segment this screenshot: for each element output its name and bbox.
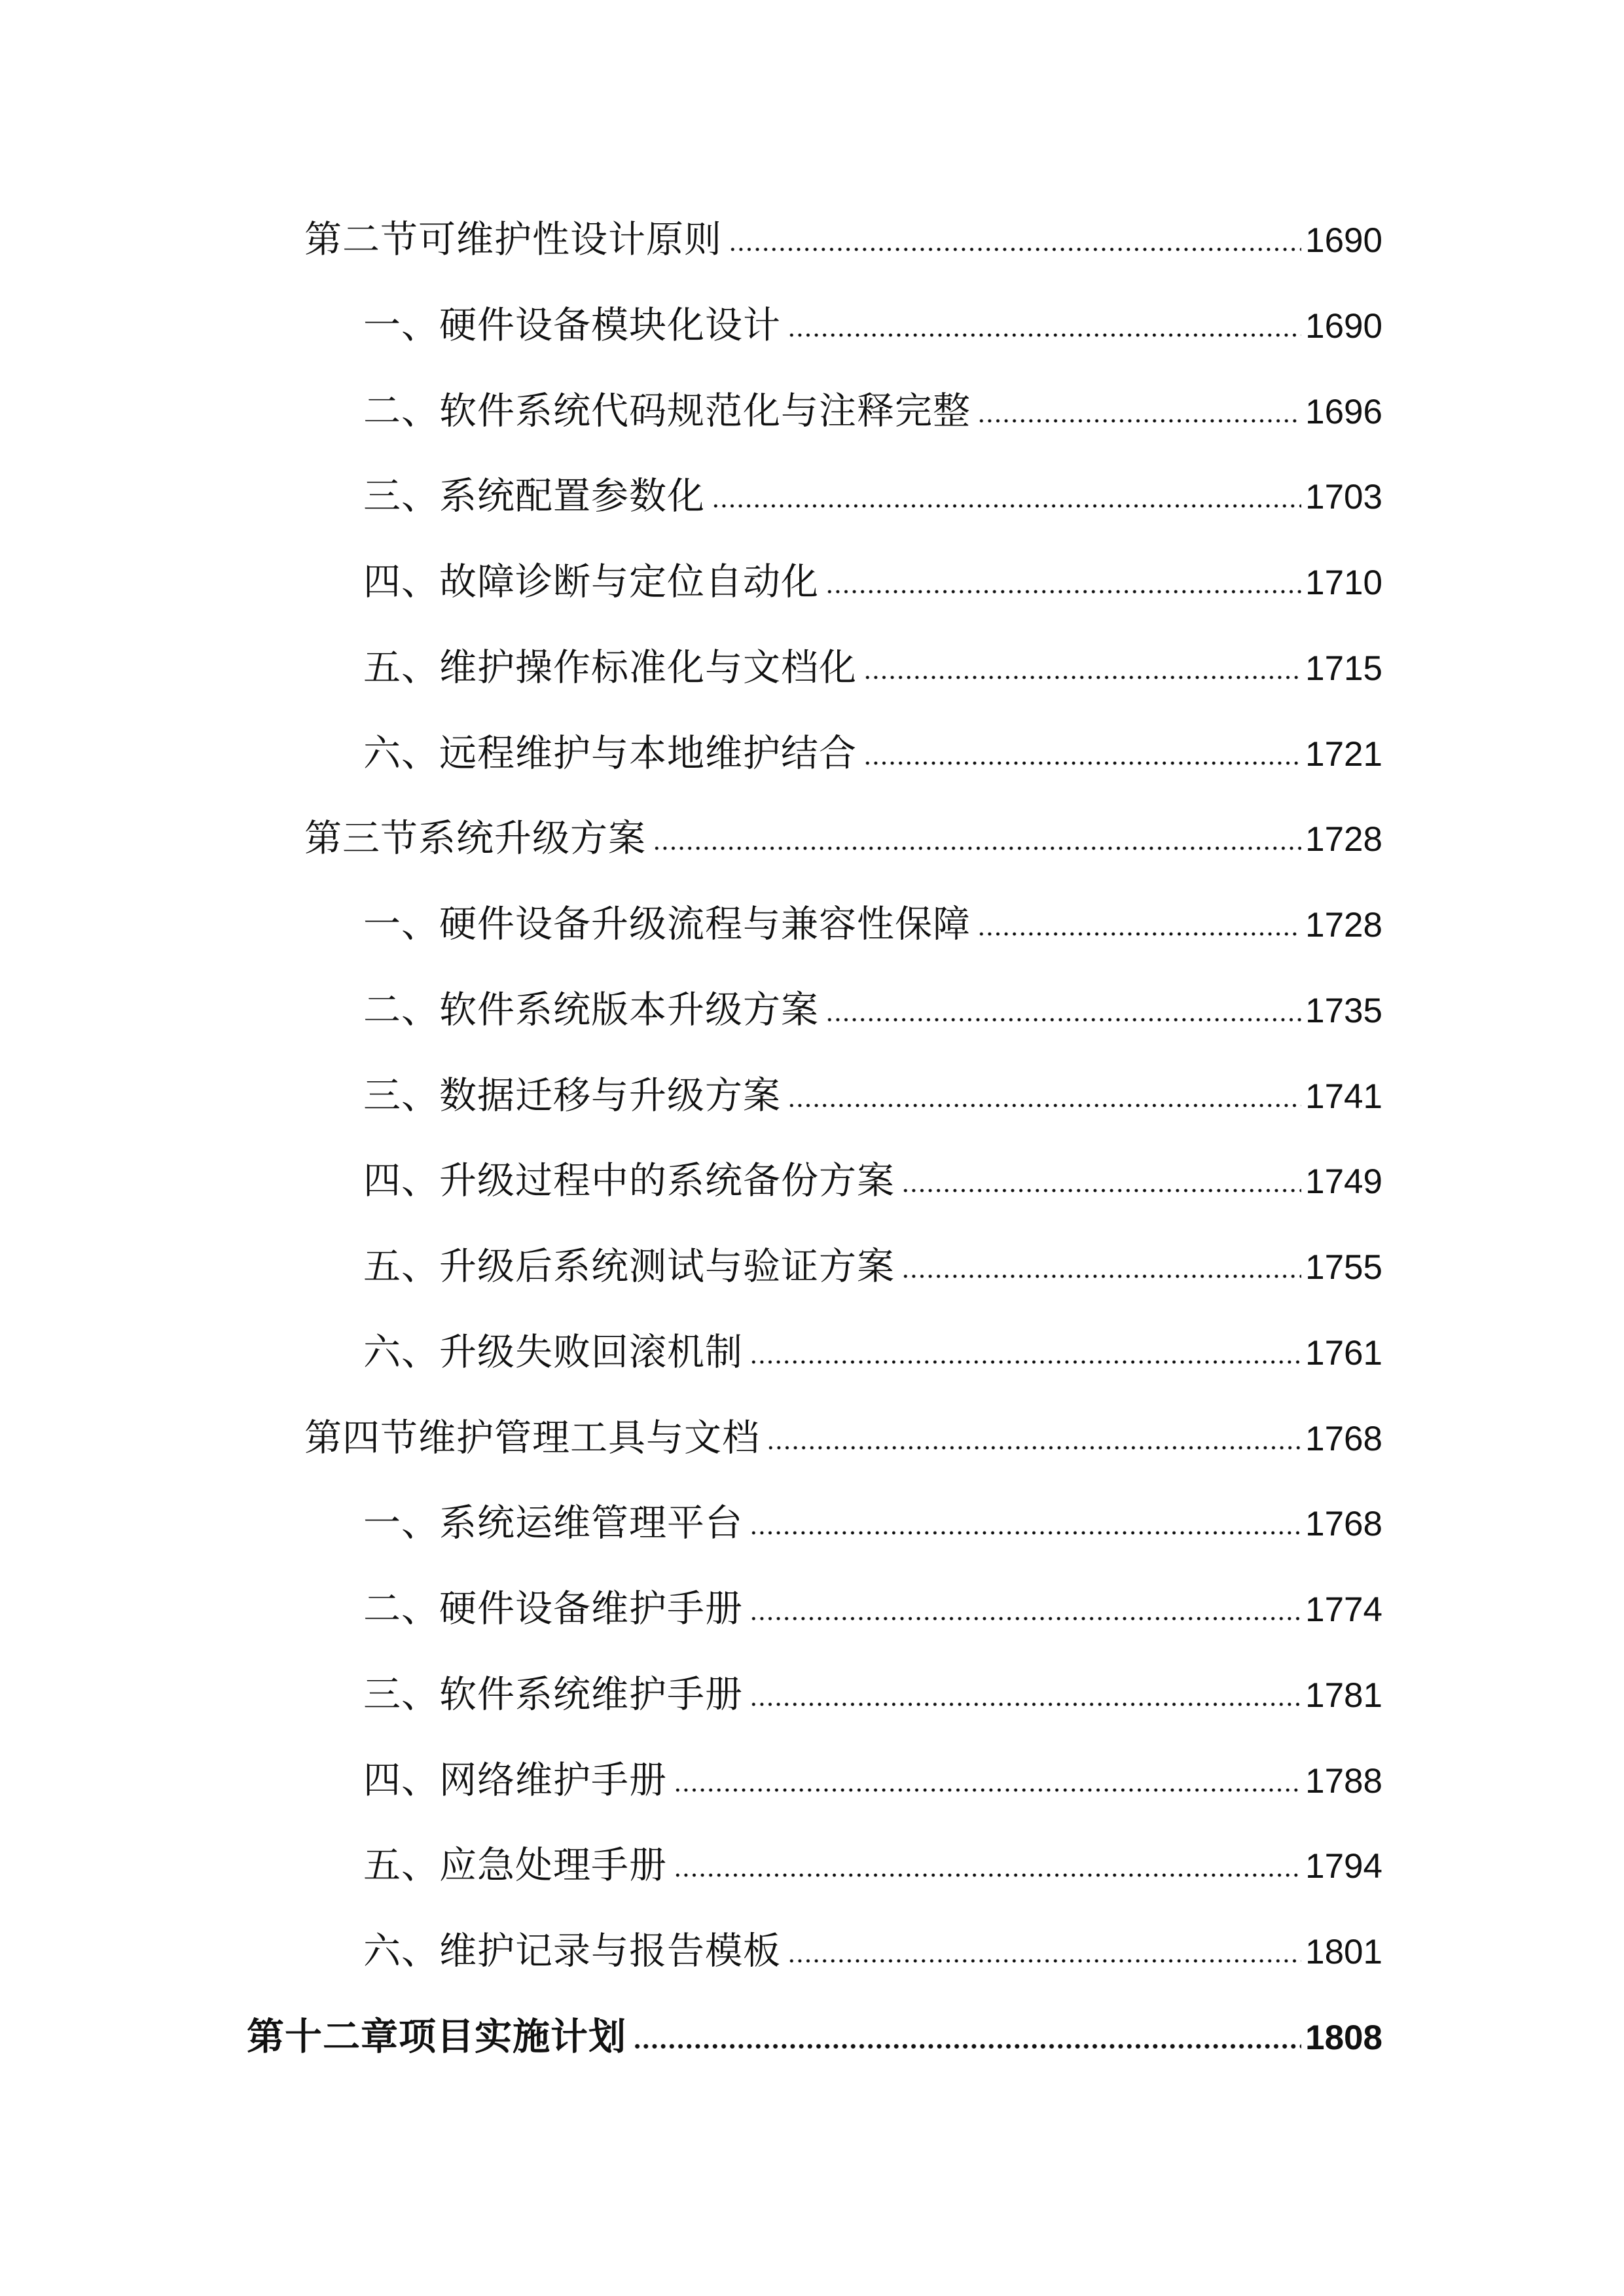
toc-section-entry	[247, 1395, 1382, 1481]
toc-entry-page-number: 1703	[1305, 478, 1382, 517]
toc-item-entry	[247, 283, 1382, 368]
toc-item-entry	[247, 539, 1382, 625]
toc-item-entry	[247, 454, 1382, 539]
toc-section-entry	[247, 197, 1382, 283]
toc-item-entry	[247, 368, 1382, 454]
dot-leader	[674, 1786, 1301, 1793]
toc-item-entry	[247, 711, 1382, 797]
dot-leader	[977, 417, 1301, 423]
toc-item-entry	[247, 967, 1382, 1053]
toc-entry-page-number: 1715	[1305, 649, 1382, 688]
dot-leader	[712, 502, 1301, 509]
toc-entry-page-number: 1794	[1305, 1847, 1382, 1886]
toc-entry-title: 五、升级后系统测试与验证方案	[363, 1245, 895, 1288]
toc-section-entry	[247, 796, 1382, 882]
dot-leader	[749, 1615, 1301, 1621]
toc-chapter-entry	[247, 1994, 1382, 2080]
toc-entry-title: 第十二章项目实施计划	[247, 2015, 626, 2058]
dot-leader	[863, 673, 1301, 680]
toc-item-entry	[247, 1909, 1382, 1994]
toc-entry-page-number: 1801	[1305, 1933, 1382, 1971]
dot-leader	[825, 588, 1301, 594]
toc-entry-page-number: 1710	[1305, 564, 1382, 602]
toc-entry-page-number: 1696	[1305, 392, 1382, 431]
toc-entry-title: 六、升级失败回滚机制	[363, 1330, 743, 1374]
toc-entry-page-number: 1735	[1305, 991, 1382, 1030]
dot-leader	[674, 1871, 1301, 1878]
toc-entry-title: 一、系统运维管理平台	[363, 1501, 743, 1545]
toc-item-entry	[247, 1823, 1382, 1909]
toc-entry-page-number: 1749	[1305, 1162, 1382, 1202]
toc-entry-page-number: 1690	[1305, 306, 1382, 346]
dot-leader	[653, 844, 1301, 851]
toc-item-entry	[247, 1053, 1382, 1139]
dot-leader	[729, 245, 1301, 252]
toc-entry-title: 一、硬件设备模块化设计	[363, 303, 781, 347]
toc-entry-title: 第二节可维护性设计原则	[304, 218, 722, 261]
toc-entry-page-number: 1768	[1305, 1505, 1382, 1544]
toc-entry-page-number: 1781	[1305, 1676, 1382, 1715]
toc-item-entry	[247, 1738, 1382, 1823]
toc-item-entry	[247, 1480, 1382, 1566]
table-of-contents	[247, 197, 1382, 2080]
dot-leader	[901, 1187, 1301, 1193]
toc-entry-title: 第四节维护管理工具与文档	[304, 1416, 760, 1460]
toc-entry-title: 五、维护操作标准化与文档化	[363, 645, 857, 689]
dot-leader	[767, 1444, 1301, 1450]
toc-item-entry	[247, 1138, 1382, 1224]
toc-entry-page-number: 1728	[1305, 820, 1382, 859]
toc-entry-title: 三、数据迁移与升级方案	[363, 1073, 781, 1117]
dot-leader	[901, 1272, 1301, 1279]
toc-entry-title: 三、系统配置参数化	[363, 475, 705, 518]
toc-entry-title: 二、软件系统代码规范化与注释完整	[363, 389, 971, 433]
toc-entry-page-number: 1755	[1305, 1248, 1382, 1287]
dot-leader	[787, 1102, 1301, 1108]
toc-entry-title: 四、故障诊断与定位自动化	[363, 560, 819, 603]
toc-item-entry	[247, 1566, 1382, 1652]
dot-leader	[749, 1529, 1301, 1535]
toc-entry-title: 一、硬件设备升级流程与兼容性保障	[363, 903, 971, 946]
toc-item-entry	[247, 882, 1382, 967]
toc-entry-title: 二、硬件设备维护手册	[363, 1587, 743, 1630]
toc-entry-title: 四、升级过程中的系统备份方案	[363, 1159, 895, 1203]
dot-leader	[977, 930, 1301, 937]
dot-leader	[787, 331, 1301, 338]
dot-leader	[787, 1957, 1301, 1964]
toc-entry-page-number: 1761	[1305, 1333, 1382, 1372]
toc-entry-title: 三、软件系统维护手册	[363, 1672, 743, 1716]
toc-item-entry	[247, 625, 1382, 711]
dot-leader	[749, 1358, 1301, 1365]
dot-leader	[825, 1016, 1301, 1022]
toc-entry-page-number: 1728	[1305, 906, 1382, 944]
toc-entry-page-number: 1788	[1305, 1761, 1382, 1801]
dot-leader	[633, 2041, 1301, 2049]
toc-entry-title: 六、维护记录与报告模板	[363, 1929, 781, 1973]
toc-item-entry	[247, 1224, 1382, 1310]
toc-entry-page-number: 1741	[1305, 1077, 1382, 1116]
toc-entry-page-number: 1774	[1305, 1590, 1382, 1629]
toc-entry-page-number: 1721	[1305, 734, 1382, 774]
toc-entry-title: 二、软件系统版本升级方案	[363, 988, 819, 1031]
dot-leader	[863, 759, 1301, 766]
toc-item-entry	[247, 1310, 1382, 1395]
toc-entry-title: 六、远程维护与本地维护结合	[363, 731, 857, 775]
toc-entry-page-number: 1808	[1305, 2018, 1382, 2057]
toc-entry-title: 第三节系统升级方案	[304, 817, 646, 861]
toc-entry-page-number: 1690	[1305, 221, 1382, 260]
toc-entry-page-number: 1768	[1305, 1419, 1382, 1458]
toc-item-entry	[247, 1652, 1382, 1738]
dot-leader	[749, 1700, 1301, 1707]
toc-entry-title: 四、网络维护手册	[363, 1758, 667, 1802]
toc-entry-title: 五、应急处理手册	[363, 1844, 667, 1888]
